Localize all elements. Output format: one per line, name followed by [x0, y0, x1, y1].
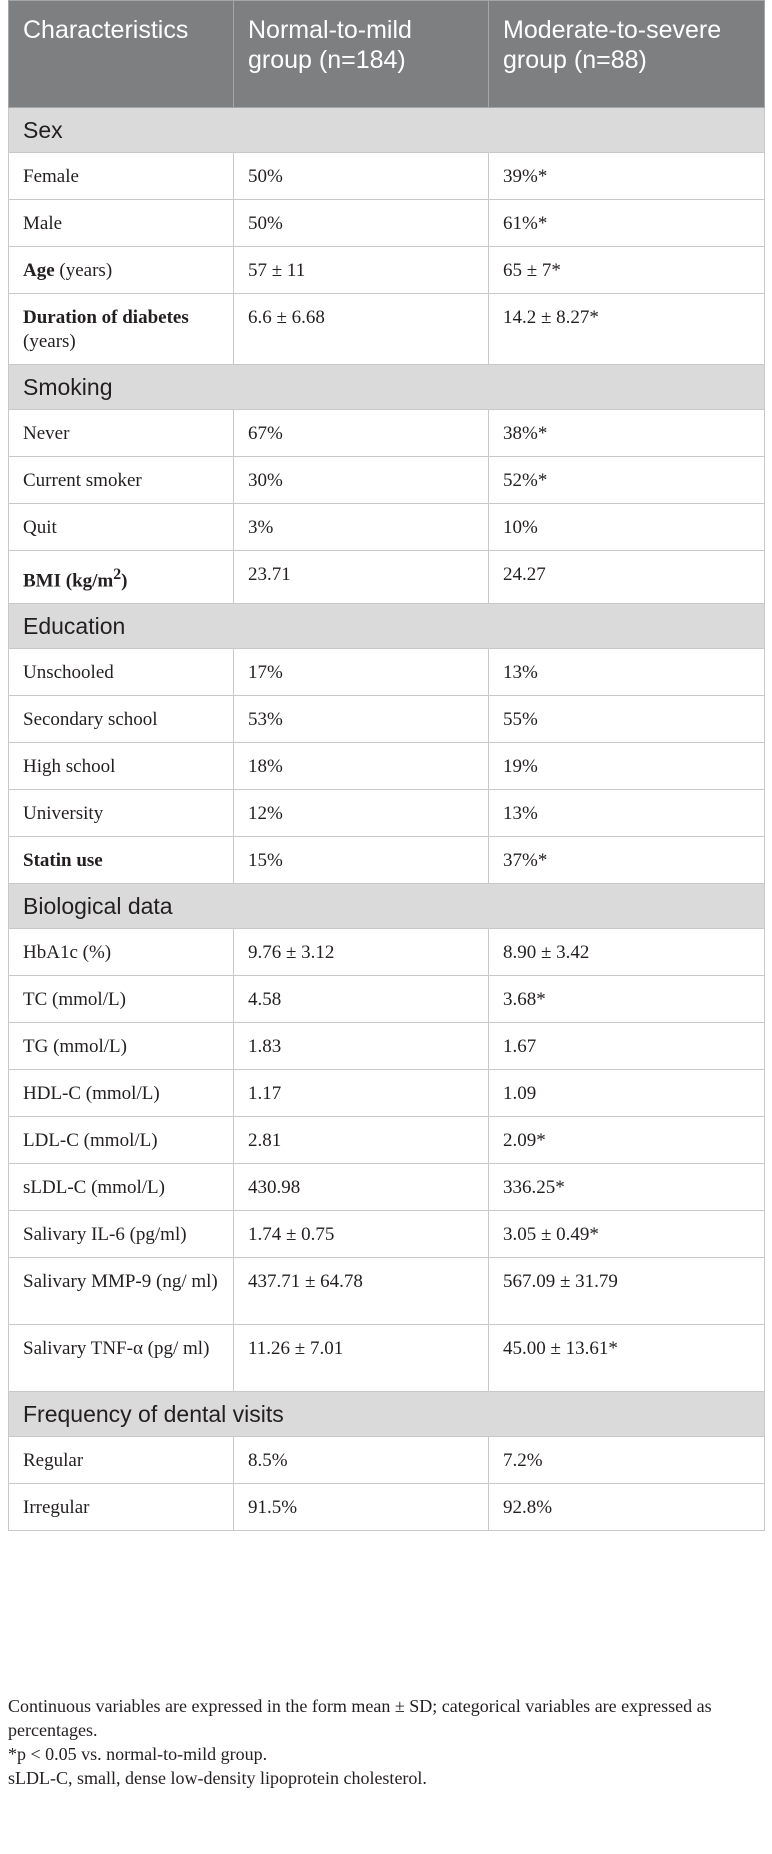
- table-row: [9, 247, 765, 294]
- table-row: [9, 976, 765, 1023]
- moderate-to-severe-value: 55%: [489, 696, 765, 743]
- table-row: [9, 1211, 765, 1258]
- row-label-bold-end: ): [121, 570, 128, 592]
- row-label: Regular: [9, 1437, 234, 1484]
- moderate-to-severe-value: 14.2 ± 8.27*: [489, 294, 765, 365]
- row-label: Never: [9, 410, 234, 457]
- moderate-to-severe-value: 39%*: [489, 153, 765, 200]
- table-row: [9, 1117, 765, 1164]
- normal-to-mild-value: 50%: [234, 200, 489, 247]
- section-label: Sex: [9, 108, 765, 153]
- footnote-sd: Continuous variables are expressed in the form mean ± SD; categorical variables are expressed as percentages.: [8, 1696, 712, 1740]
- characteristics-table: [8, 0, 765, 1531]
- row-label: TG (mmol/L): [9, 1023, 234, 1070]
- table-row: [9, 929, 765, 976]
- row-label: Secondary school: [9, 696, 234, 743]
- row-label: University: [9, 790, 234, 837]
- normal-to-mild-value: 4.58: [234, 976, 489, 1023]
- normal-to-mild-value: 1.83: [234, 1023, 489, 1070]
- moderate-to-severe-value: 45.00 ± 13.61*: [489, 1325, 765, 1392]
- table-row: [9, 457, 765, 504]
- table-row: [9, 153, 765, 200]
- table-row: [9, 837, 765, 884]
- normal-to-mild-value: 1.17: [234, 1070, 489, 1117]
- section-label: Smoking: [9, 365, 765, 410]
- normal-to-mild-value: 3%: [234, 504, 489, 551]
- normal-to-mild-value: 430.98: [234, 1164, 489, 1211]
- section-row: [9, 108, 765, 153]
- moderate-to-severe-value: 52%*: [489, 457, 765, 504]
- moderate-to-severe-value: 65 ± 7*: [489, 247, 765, 294]
- moderate-to-severe-value: 8.90 ± 3.42: [489, 929, 765, 976]
- table-row: [9, 1325, 765, 1392]
- table-row: [9, 743, 765, 790]
- row-label: HDL-C (mmol/L): [9, 1070, 234, 1117]
- moderate-to-severe-value: 567.09 ± 31.79: [489, 1258, 765, 1325]
- moderate-to-severe-value: 7.2%: [489, 1437, 765, 1484]
- row-label-rest: (years): [23, 331, 76, 352]
- table-row: [9, 410, 765, 457]
- normal-to-mild-value: 6.6 ± 6.68: [234, 294, 489, 365]
- row-label-bold: Duration of diabetes: [23, 307, 189, 328]
- row-label: Quit: [9, 504, 234, 551]
- moderate-to-severe-value: 10%: [489, 504, 765, 551]
- normal-to-mild-value: 17%: [234, 649, 489, 696]
- row-label: Male: [9, 200, 234, 247]
- moderate-to-severe-value: 38%*: [489, 410, 765, 457]
- table-row: [9, 1437, 765, 1484]
- row-label: [9, 247, 234, 294]
- row-label: [9, 294, 234, 365]
- row-label: Female: [9, 153, 234, 200]
- moderate-to-severe-value: 13%: [489, 649, 765, 696]
- moderate-to-severe-value: 19%: [489, 743, 765, 790]
- normal-to-mild-value: 437.71 ± 64.78: [234, 1258, 489, 1325]
- normal-to-mild-value: 12%: [234, 790, 489, 837]
- row-label: Unschooled: [9, 649, 234, 696]
- section-row: [9, 604, 765, 649]
- row-label: [9, 551, 234, 604]
- section-row: [9, 884, 765, 929]
- table-row: [9, 1484, 765, 1531]
- moderate-to-severe-value: 61%*: [489, 200, 765, 247]
- normal-to-mild-value: 8.5%: [234, 1437, 489, 1484]
- section-row: [9, 365, 765, 410]
- normal-to-mild-value: 67%: [234, 410, 489, 457]
- table-row: [9, 1258, 765, 1325]
- table-header-row: [9, 1, 765, 108]
- row-label-bold: BMI (kg/m: [23, 570, 114, 592]
- moderate-to-severe-value: 1.67: [489, 1023, 765, 1070]
- table-row: [9, 200, 765, 247]
- moderate-to-severe-value: 3.68*: [489, 976, 765, 1023]
- section-label: Education: [9, 604, 765, 649]
- table-row: [9, 504, 765, 551]
- header-characteristics: Characteristics: [9, 1, 234, 108]
- table-row: [9, 1070, 765, 1117]
- table-body: [9, 108, 765, 1531]
- row-label: [9, 837, 234, 884]
- row-label: Irregular: [9, 1484, 234, 1531]
- table-row: [9, 1023, 765, 1070]
- table-row: [9, 294, 765, 365]
- row-label: Salivary TNF-α (pg/ ml): [9, 1325, 234, 1392]
- table-footnotes: [8, 1694, 768, 1790]
- row-label-superscript: 2: [113, 566, 122, 583]
- normal-to-mild-value: 53%: [234, 696, 489, 743]
- normal-to-mild-value: 1.74 ± 0.75: [234, 1211, 489, 1258]
- moderate-to-severe-value: 3.05 ± 0.49*: [489, 1211, 765, 1258]
- row-label: Current smoker: [9, 457, 234, 504]
- normal-to-mild-value: 9.76 ± 3.12: [234, 929, 489, 976]
- table-row: [9, 551, 765, 604]
- row-label: HbA1c (%): [9, 929, 234, 976]
- table-row: [9, 790, 765, 837]
- normal-to-mild-value: 30%: [234, 457, 489, 504]
- moderate-to-severe-value: 24.27: [489, 551, 765, 604]
- section-row: [9, 1392, 765, 1437]
- table-row: [9, 649, 765, 696]
- normal-to-mild-value: 11.26 ± 7.01: [234, 1325, 489, 1392]
- moderate-to-severe-value: 37%*: [489, 837, 765, 884]
- header-moderate-to-severe: Moderate-to-severe group (n=88): [489, 1, 765, 108]
- row-label-bold: Age: [23, 260, 55, 281]
- moderate-to-severe-value: 1.09: [489, 1070, 765, 1117]
- moderate-to-severe-value: 2.09*: [489, 1117, 765, 1164]
- row-label-bold: Statin use: [23, 850, 103, 872]
- table-row: [9, 696, 765, 743]
- row-label: High school: [9, 743, 234, 790]
- table-row: [9, 1164, 765, 1211]
- section-label: Frequency of dental visits: [9, 1392, 765, 1437]
- row-label: Salivary IL-6 (pg/ml): [9, 1211, 234, 1258]
- normal-to-mild-value: 50%: [234, 153, 489, 200]
- normal-to-mild-value: 15%: [234, 837, 489, 884]
- moderate-to-severe-value: 92.8%: [489, 1484, 765, 1531]
- normal-to-mild-value: 23.71: [234, 551, 489, 604]
- row-label: LDL-C (mmol/L): [9, 1117, 234, 1164]
- row-label: TC (mmol/L): [9, 976, 234, 1023]
- section-label: Biological data: [9, 884, 765, 929]
- row-label: Salivary MMP-9 (ng/ ml): [9, 1258, 234, 1325]
- row-label-rest: (years): [54, 260, 113, 281]
- normal-to-mild-value: 18%: [234, 743, 489, 790]
- header-normal-to-mild: Normal-to-mild group (n=184): [234, 1, 489, 108]
- normal-to-mild-value: 2.81: [234, 1117, 489, 1164]
- normal-to-mild-value: 91.5%: [234, 1484, 489, 1531]
- moderate-to-severe-value: 13%: [489, 790, 765, 837]
- footnote-abbreviation: sLDL-C, small, dense low-density lipoprotein cholesterol.: [8, 1768, 427, 1788]
- normal-to-mild-value: 57 ± 11: [234, 247, 489, 294]
- row-label: sLDL-C (mmol/L): [9, 1164, 234, 1211]
- moderate-to-severe-value: 336.25*: [489, 1164, 765, 1211]
- footnote-significance: *p < 0.05 vs. normal-to-mild group.: [8, 1744, 268, 1764]
